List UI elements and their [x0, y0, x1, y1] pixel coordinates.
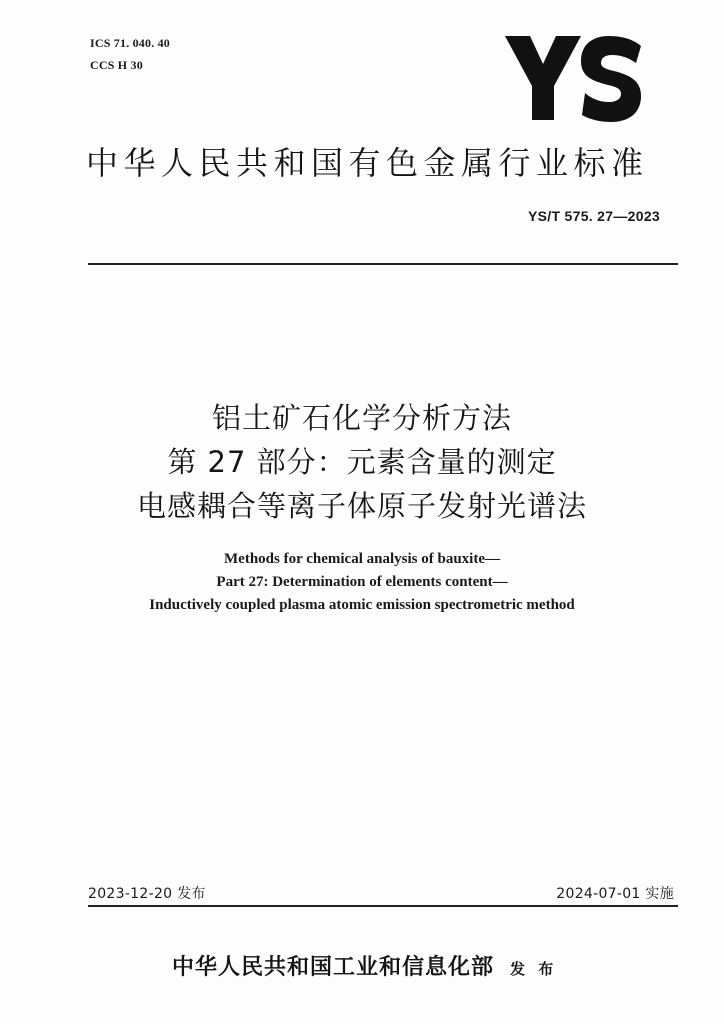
- english-title-line-1: Methods for chemical analysis of bauxite—: [224, 551, 500, 567]
- standard-number: YS/T 575. 27—2023: [528, 208, 660, 224]
- ys-logo: [505, 36, 641, 122]
- ccs-code: CCS H 30: [90, 58, 143, 72]
- industry-standard-title: 中华人民共和国有色金属行业标准: [86, 144, 649, 182]
- top-divider: [88, 263, 678, 265]
- publisher-name: 中华人民共和国工业和信息化部: [172, 954, 495, 980]
- english-title-line-3: Inductively coupled plasma atomic emission spectrometric method: [149, 597, 575, 613]
- chinese-title-line-1: 铝土矿石化学分析方法: [211, 401, 512, 435]
- publisher: [172, 950, 557, 981]
- english-title-line-2: Part 27: Determination of elements content—: [216, 574, 508, 590]
- issue-date: 2023-12-20 发布: [88, 886, 206, 902]
- bottom-divider: [88, 905, 678, 907]
- implementation-date: 2024-07-01 实施: [556, 886, 674, 902]
- english-title: [0, 548, 724, 617]
- ics-code: ICS 71. 040. 40: [90, 36, 171, 50]
- classification-codes: [90, 32, 170, 76]
- chinese-title-line-3: 电感耦合等离子体原子发射光谱法: [136, 489, 587, 523]
- chinese-title: [0, 396, 724, 528]
- publish-action: 发 布: [510, 960, 558, 978]
- chinese-title-line-2: 第 27 部分：元素含量的测定: [167, 445, 557, 479]
